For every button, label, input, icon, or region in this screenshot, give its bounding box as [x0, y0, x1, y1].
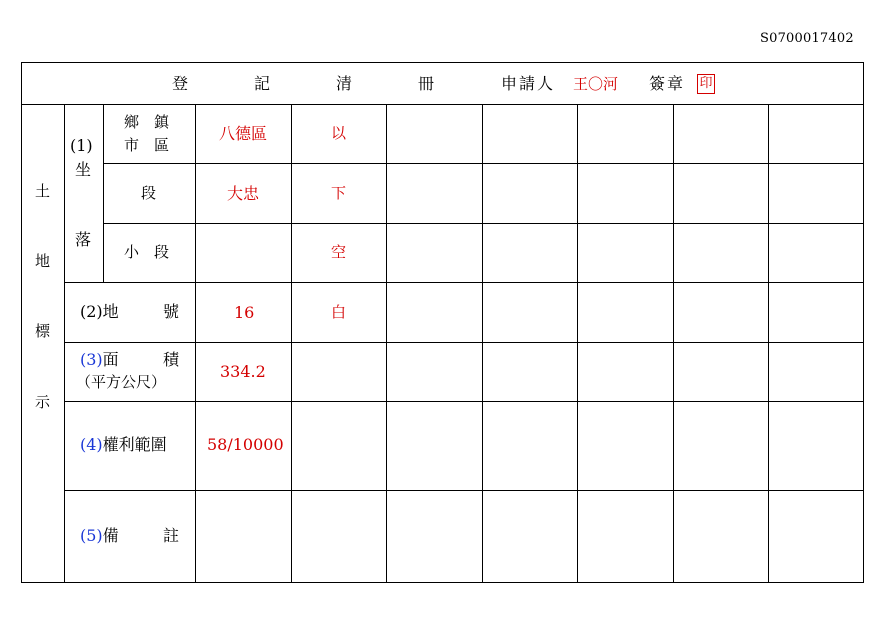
area-value: 334.2 [220, 362, 266, 381]
section-value: 大忠 [227, 184, 260, 203]
remarks-label: (5)備 [80, 526, 119, 545]
subsection-label: 小 段 [124, 243, 170, 261]
title-char: 冊 [418, 74, 435, 93]
district-value: 八德區 [219, 124, 268, 143]
lot-label-end: 號 [163, 302, 180, 321]
title-char: 登 [172, 74, 189, 93]
rights-label: (4)權利範圍 [80, 435, 167, 454]
location-char: 坐 [75, 160, 92, 179]
location-number: (1) [70, 136, 93, 155]
applicant-name: 王〇河 [573, 75, 619, 93]
title-char: 清 [336, 74, 353, 93]
sign-label: 簽章 [649, 74, 686, 93]
area-unit: （平方公尺） [76, 373, 167, 391]
district-label: 市 區 [124, 136, 170, 154]
document-id: S0700017402 [760, 31, 854, 46]
applicant-label: 申請人 [501, 74, 556, 93]
township-label: 鄉 鎮 [124, 113, 170, 131]
rights-scope-value: 58/10000 [207, 435, 284, 454]
seal-stamp: 印 [697, 74, 715, 94]
area-label-end: 積 [163, 350, 180, 369]
lot-label: (2)地 [80, 302, 119, 321]
section-label: 段 [141, 184, 157, 202]
title-char: 記 [254, 74, 271, 93]
location-char: 落 [75, 230, 92, 249]
remarks-label-end: 註 [163, 526, 180, 545]
lot-number-value: 16 [234, 303, 255, 322]
area-label: (3)面 [80, 350, 119, 369]
